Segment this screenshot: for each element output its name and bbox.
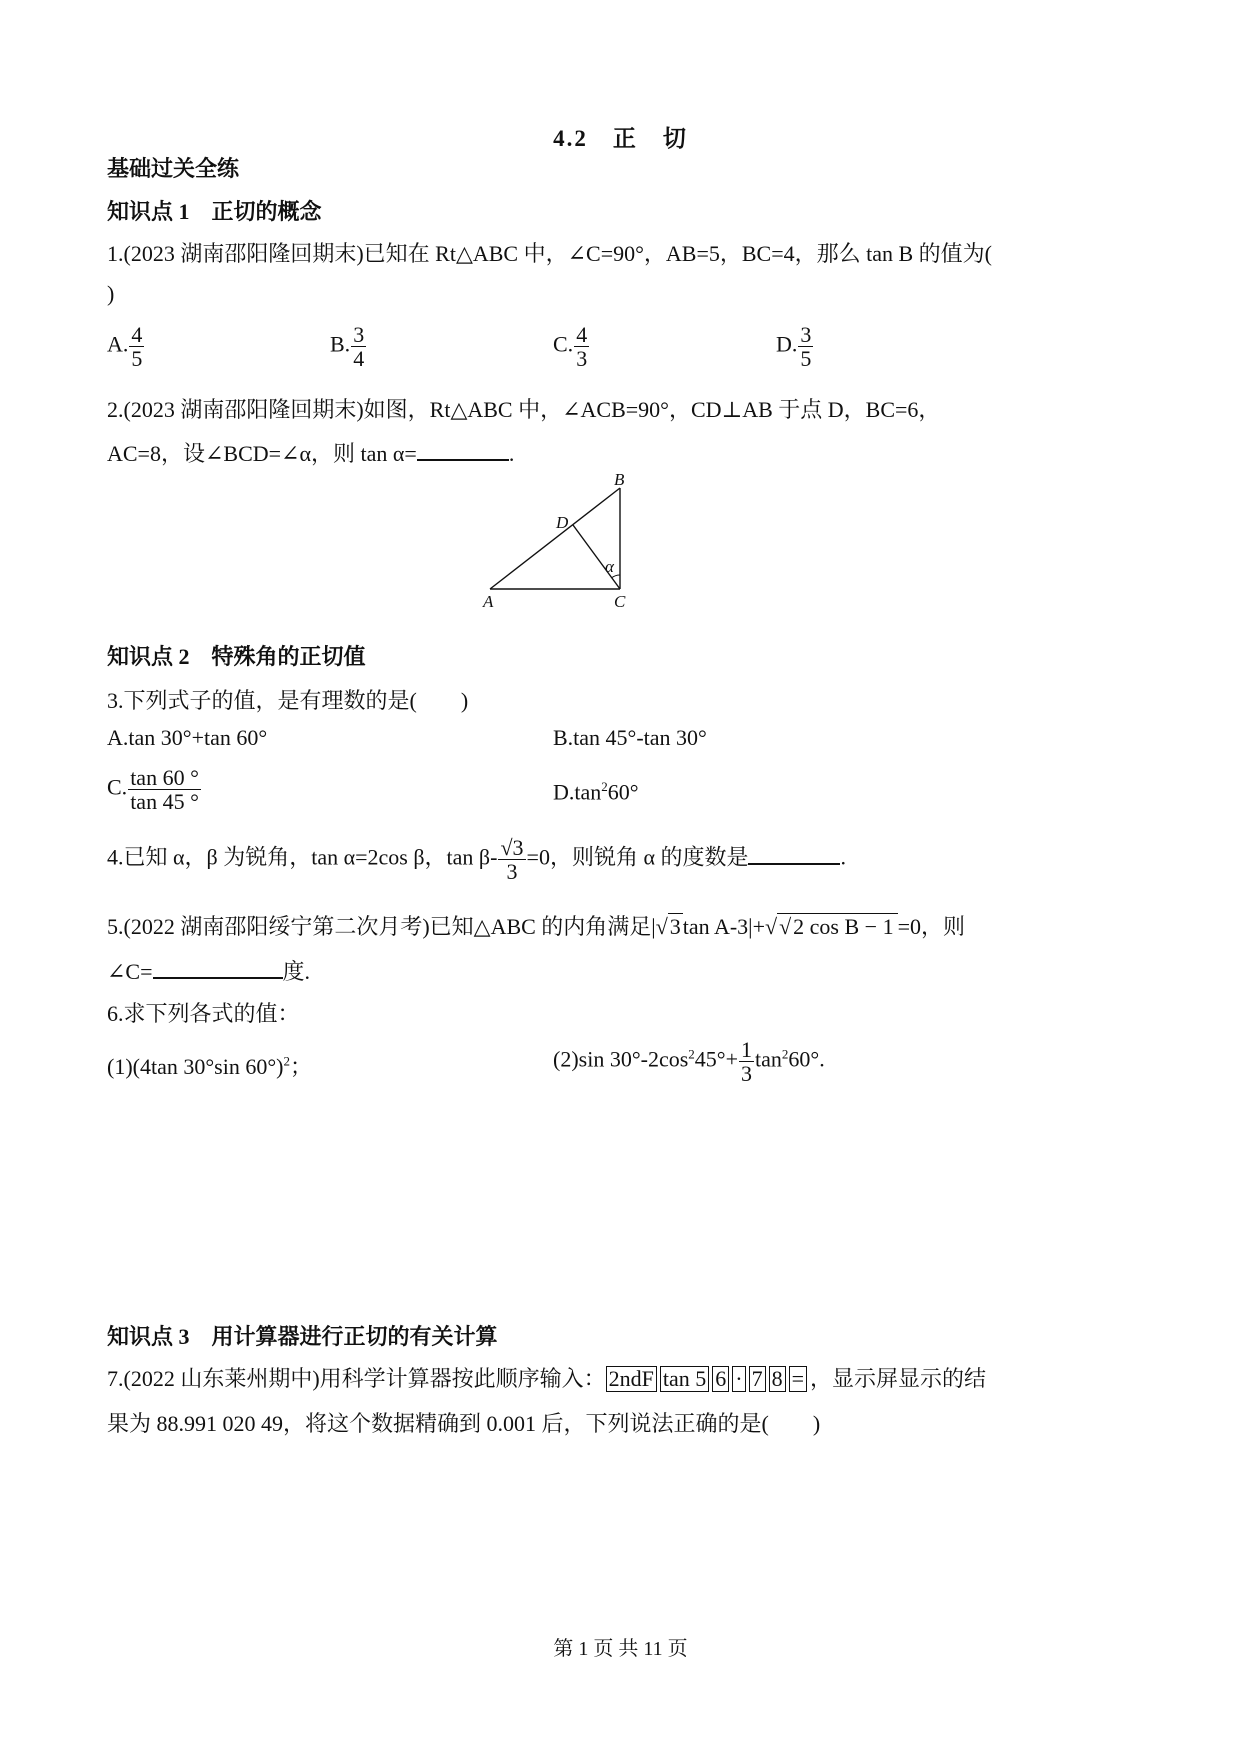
question-1-stem-end: ) — [107, 281, 115, 306]
section-heading: 基础过关全练 — [107, 156, 240, 181]
calculator-key: 2ndF — [606, 1366, 657, 1392]
calculator-key: 6 — [712, 1366, 729, 1392]
vertex-c-label: C — [614, 592, 626, 611]
question-5-stem-line2: ∠C= 度. — [107, 959, 311, 984]
question-6-part-1: (1)(4tan 30°sin 60°)$^2$； — [107, 1053, 312, 1079]
page-title: 4.2 正 切 — [553, 126, 688, 151]
question-6-part-2: (2)sin $30^\circ-2\cos^245^\circ+$ $\frac{1}{3}$ $\tan^260^\circ$. — [553, 1037, 825, 1087]
point-d-label: D — [556, 513, 569, 532]
vertex-a-label: A — [483, 592, 494, 611]
calculator-key: 8 — [769, 1366, 786, 1392]
question-6-stem: 6.求下列各式的值： — [107, 1001, 300, 1026]
triangle-figure — [470, 468, 670, 618]
question-5-stem: 5.(2022 湖南邵阳绥宁第二次月考)已知△ABC 的内角满足|√3tan A-3|+√√2 cos B − 1 =0，则 — [107, 914, 965, 939]
question-3-option-b: B.tan 45°-tan 30° — [553, 725, 707, 750]
calculator-key: tan 5 — [660, 1366, 709, 1392]
question-2-stem: 2.(2023 湖南邵阳隆回期末)如图，Rt△ABC 中，∠ACB=90°，CD⊥AB 于点 D，BC=6， — [107, 397, 941, 422]
calculator-key: 7 — [749, 1366, 766, 1392]
question-3-stem: 3.下列式子的值，是有理数的是( ) — [107, 688, 469, 713]
question-3-option-a: A.tan 30°+tan 60° — [107, 725, 268, 750]
question-1-option-b: B. $\frac{3}{4}$ — [330, 322, 365, 372]
page-footer: 第 1 页 共 11 页 — [553, 1638, 688, 1660]
question-1-option-d: D. $\frac{3}{5}$ — [776, 322, 812, 372]
question-1-stem: 1.(2023 湖南邵阳隆回期末)已知在 Rt△ABC 中，∠C=90°，AB=5，BC=4，那么 tan B 的值为( — [107, 241, 993, 266]
knowledge-point-3-heading: 知识点 3 用计算器进行正切的有关计算 — [107, 1324, 498, 1349]
question-2-stem-line2: AC=8，设∠BCD=∠α，则 tan α= . — [107, 441, 515, 466]
angle-alpha-label: α — [605, 557, 614, 576]
calculator-key: · — [732, 1366, 745, 1392]
knowledge-point-1-heading: 知识点 1 正切的概念 — [107, 199, 322, 224]
question-7-stem-line2: 果为 88.991 020 49，将这个数据精确到 0.001 后，下列说法正确的是( ) — [107, 1411, 821, 1436]
vertex-b-label: B — [614, 470, 625, 489]
question-3-option-d: $D.\tan^260^\circ$ — [553, 779, 639, 805]
knowledge-point-2-heading: 知识点 2 特殊角的正切值 — [107, 644, 366, 669]
question-3-option-c: C. $\frac{\tan 60 ^\circ}{\tan 45 ^\circ}$ — [107, 765, 199, 815]
answer-blank — [748, 845, 840, 865]
answer-blank — [153, 959, 283, 979]
answer-blank — [417, 441, 509, 461]
question-7-stem: 7.(2022 山东莱州期中)用科学计算器按此顺序输入： 2ndF tan 5 6 · 7 8 = ，显示屏显示的结 — [107, 1366, 987, 1391]
question-4-stem: 4.已知 α，β 为锐角，tan α=2cos β，tan β- $\frac{√3}{3}$ =0，则锐角 α 的度数是 . — [107, 835, 846, 885]
side-ab — [490, 488, 620, 589]
question-1-option-a: A. $\frac{4}{5}$ — [107, 322, 143, 372]
question-1-option-c: C. $\frac{4}{3}$ — [553, 322, 588, 372]
calculator-key: = — [789, 1366, 807, 1392]
